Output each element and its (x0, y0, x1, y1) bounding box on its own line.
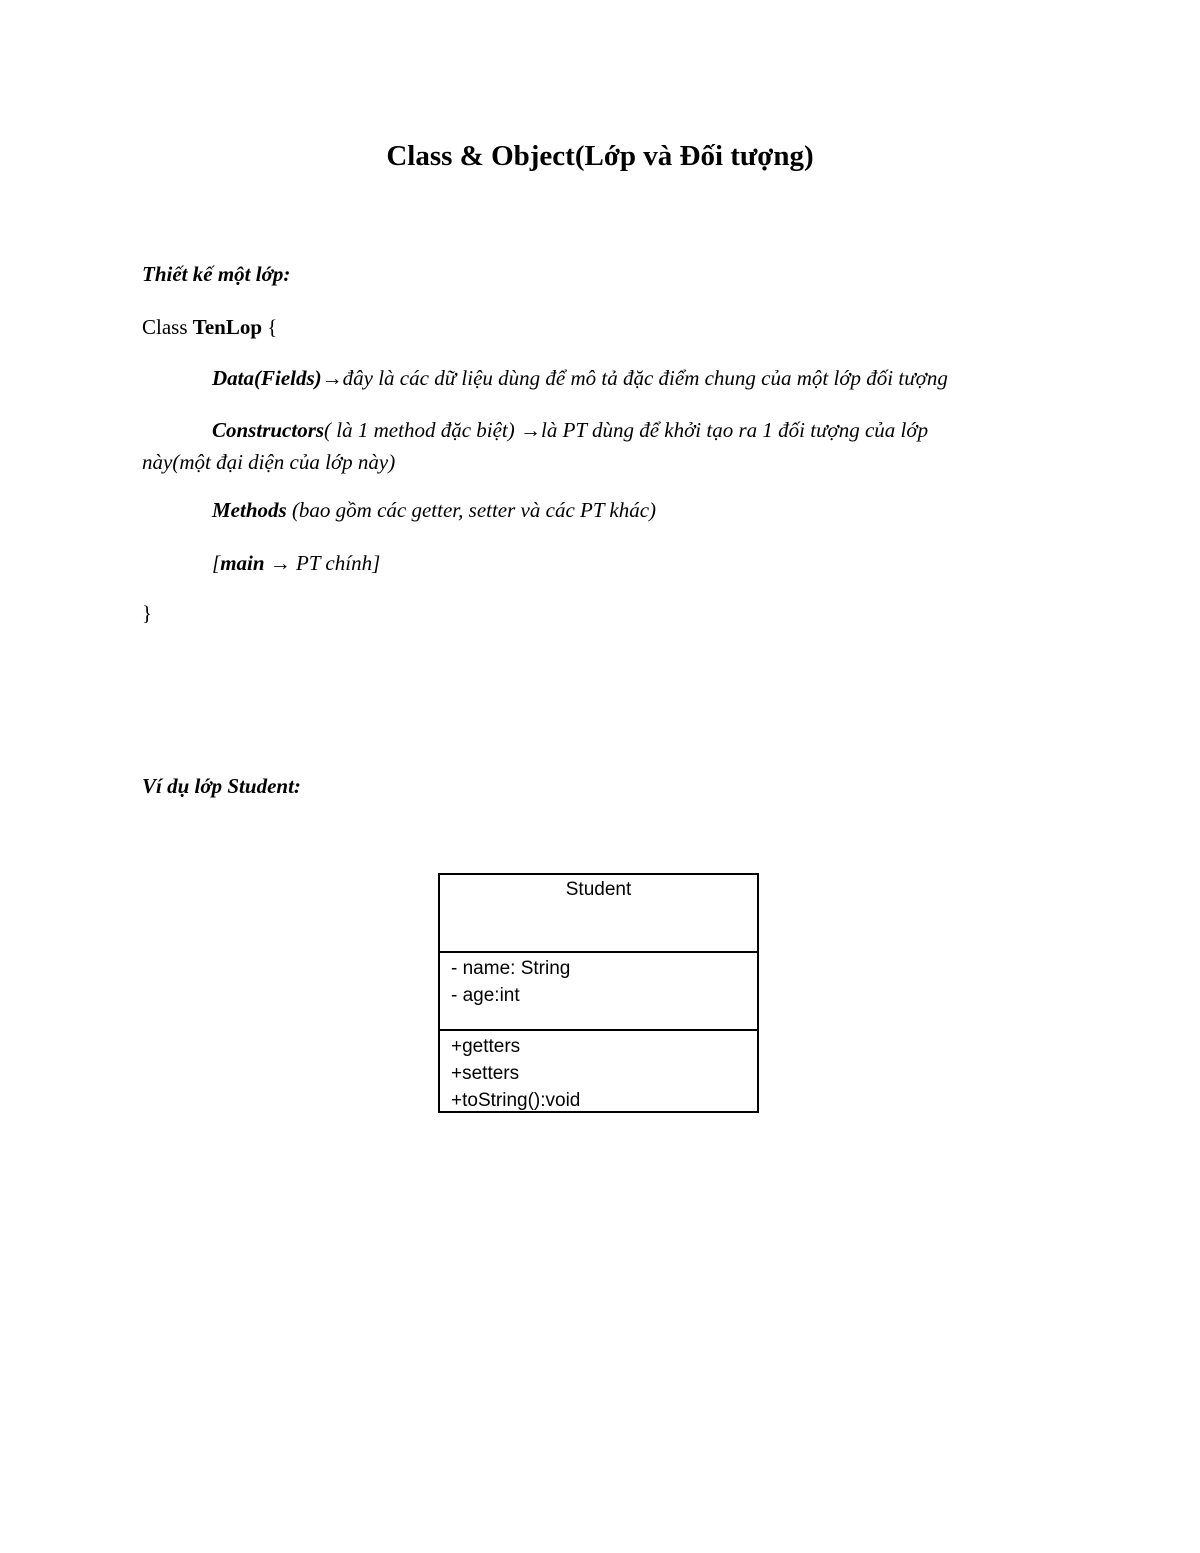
constructors-desc: ( là 1 method đặc biệt) →là PT dùng để khởi tạo ra 1 đối tượng của lớp (324, 418, 929, 442)
constructors-label: Constructors (212, 418, 325, 442)
open-brace: { (267, 315, 278, 339)
section-heading-design: Thiết kế một lớp: (142, 262, 291, 286)
class-name: TenLop (192, 315, 263, 339)
methods-label: Methods (212, 498, 287, 522)
page-title: Class & Object(Lớp và Đối tượng) (386, 140, 814, 172)
main-desc: → PT chính] (264, 551, 381, 575)
data-fields-line (212, 366, 948, 391)
data-fields-label: Data(Fields) (212, 366, 322, 390)
uml-methods-section (440, 1031, 757, 1114)
main-line (212, 551, 380, 576)
uml-method: +toString():void (451, 1090, 581, 1111)
methods-desc: (bao gồm các getter, setter và các PT khác) (286, 498, 657, 522)
section-heading-example: Ví dụ lớp Student: (142, 774, 301, 798)
uml-fields-section (440, 953, 757, 1031)
uml-field: - name: String (451, 958, 571, 979)
uml-method: +setters (451, 1063, 520, 1084)
close-brace: } (142, 601, 153, 625)
main-label: main (220, 551, 265, 575)
constructors-desc-continued: này(một đại diện của lớp này) (142, 450, 396, 474)
constructors-line (212, 418, 928, 443)
data-fields-desc: →đây là các dữ liệu dùng để mô tả đặc điểm chung của một lớp đối tượng (321, 366, 948, 390)
uml-field: - age:int (451, 985, 520, 1006)
uml-class-diagram (438, 873, 759, 1113)
class-declaration (142, 315, 277, 340)
main-open-bracket: [ (212, 551, 221, 575)
class-keyword: Class (142, 315, 188, 339)
methods-line (212, 498, 656, 523)
uml-class-name: Student (440, 875, 757, 953)
uml-method: +getters (451, 1036, 521, 1057)
